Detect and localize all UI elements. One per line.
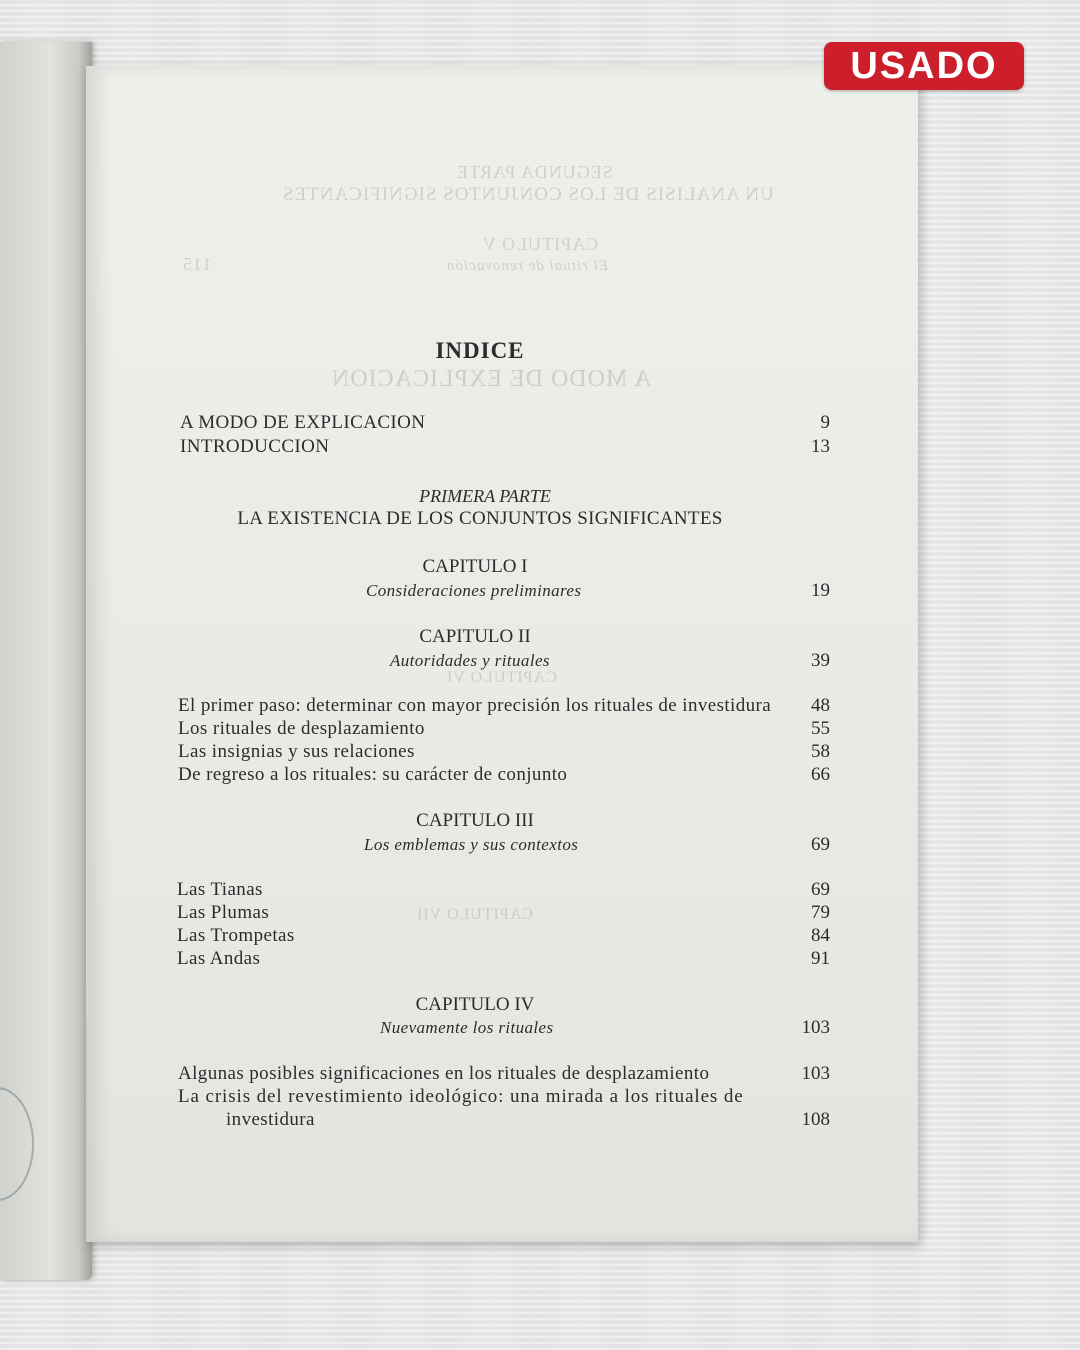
toc-entry-label: Las Trompetas	[177, 925, 295, 946]
toc-entry	[178, 741, 830, 763]
toc-entry-page: 66	[811, 764, 830, 785]
chapter-subtitle-row	[180, 834, 830, 856]
chapter-subtitle-row	[180, 650, 830, 672]
chapter-subtitle: Consideraciones preliminares	[366, 581, 582, 600]
toc-entry-label: El primer paso: determinar con mayor precisión los rituales de investidura	[178, 695, 772, 716]
toc-entry	[177, 902, 830, 924]
toc-entry	[178, 695, 830, 717]
show-through-text: UN ANALISIS DE LOS CONJUNTOS SIGNIFICANTES	[282, 184, 774, 205]
toc-entry-page: 69	[811, 834, 830, 855]
toc-entry-label: Algunas posibles significaciones en los rituales de desplazamiento	[178, 1063, 710, 1084]
chapter-subtitle-row	[180, 580, 830, 602]
toc-entry-page: 108	[801, 1109, 830, 1130]
show-through-text: CAPITULO V	[482, 234, 599, 254]
toc-entry-page: 19	[811, 580, 830, 601]
chapter-subtitle: Autoridades y rituales	[390, 651, 550, 670]
toc-entry	[177, 879, 830, 901]
left-page-edge	[0, 42, 92, 1280]
toc-entry-label: Las insignias y sus relaciones	[178, 741, 415, 762]
show-through-text: 115	[182, 254, 212, 274]
toc-entry	[178, 1086, 772, 1108]
toc-entry-page: 9	[820, 412, 830, 433]
toc-entry	[226, 1109, 830, 1131]
index-title: INDICE	[435, 338, 525, 363]
chapter-heading: CAPITULO IV	[415, 994, 535, 1015]
toc-entry	[178, 764, 830, 786]
part-label: PRIMERA PARTE	[419, 486, 551, 506]
toc-entry	[180, 436, 830, 458]
toc-entry-page: 79	[811, 902, 830, 923]
part-title: LA EXISTENCIA DE LOS CONJUNTOS SIGNIFICANTES	[237, 508, 723, 529]
toc-entry-page: 69	[811, 879, 830, 900]
show-through-text: El ritual de renovación	[446, 258, 608, 274]
show-through-text: CAPITULO VII	[416, 906, 534, 923]
toc-entry-label: Los rituales de desplazamiento	[178, 718, 425, 739]
toc-entry-label: investidura	[226, 1109, 315, 1130]
toc-entry-page: 13	[811, 436, 830, 457]
toc-entry-label: A MODO DE EXPLICACION	[180, 412, 426, 433]
chapter-heading: CAPITULO II	[419, 626, 531, 647]
toc-entry-page: 103	[801, 1063, 830, 1084]
chapter-heading: CAPITULO I	[422, 556, 528, 577]
toc-entry	[180, 412, 830, 434]
toc-entry-page: 84	[811, 925, 830, 946]
toc-entry	[177, 948, 830, 970]
toc-entry-page: 103	[801, 1017, 830, 1038]
toc-entry	[178, 718, 830, 740]
show-through-text: A MODO DE EXPLICACION	[331, 366, 652, 392]
chapter-subtitle-row	[180, 1017, 830, 1039]
seal-stamp	[0, 1087, 34, 1201]
chapter-subtitle: Nuevamente los rituales	[380, 1018, 554, 1037]
toc-entry	[177, 925, 830, 947]
show-through-text: SEGUNDA PARTE	[456, 162, 613, 182]
toc-entry-page: 55	[811, 718, 830, 739]
toc-entry-page: 58	[811, 741, 830, 762]
toc-entry-label: Las Andas	[177, 948, 261, 969]
chapter-subtitle: Los emblemas y sus contextos	[364, 835, 579, 854]
toc-entry-label: La crisis del revestimiento ideológico: una mirada a los rituales de	[178, 1086, 744, 1107]
toc-entry	[178, 1063, 830, 1085]
chapter-heading: CAPITULO III	[416, 810, 534, 831]
toc-entry-label: De regreso a los rituales: su carácter de conjunto	[178, 764, 568, 785]
toc-entry-page: 39	[811, 650, 830, 671]
toc-entry-page: 91	[811, 948, 830, 969]
condition-badge: USADO	[824, 42, 1024, 90]
show-through-text: CAPITULO VI	[446, 669, 557, 686]
toc-entry-label: INTRODUCCION	[180, 436, 330, 457]
toc-entry-label: Las Plumas	[177, 902, 270, 923]
toc-entry-page: 48	[811, 695, 830, 716]
toc-entry-label: Las Tianas	[177, 879, 263, 900]
